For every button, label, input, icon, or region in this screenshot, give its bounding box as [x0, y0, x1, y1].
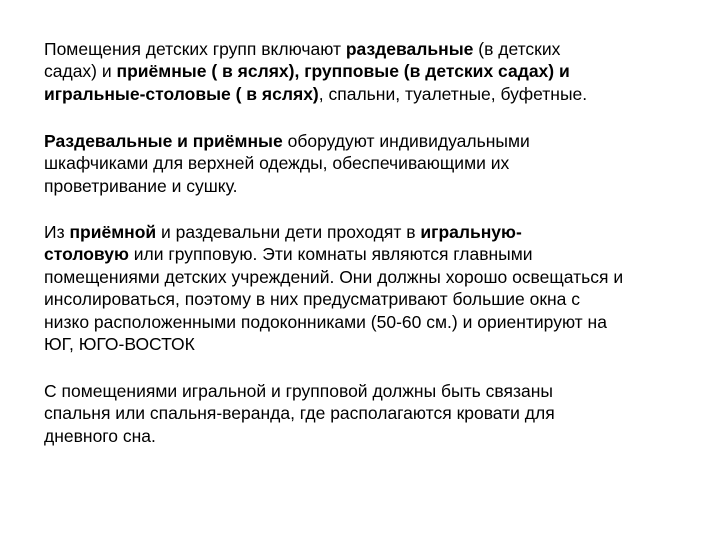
paragraph-playroom-dining: [44, 221, 684, 355]
text-line: [44, 221, 684, 243]
paragraph-group-rooms: [44, 38, 684, 105]
text-segment: спальня или спальня-веранда, где располагаются кровати для: [44, 403, 555, 424]
text-line: [44, 243, 684, 265]
text-segment: ЮГ, ЮГО-ВОСТОК: [44, 334, 195, 355]
text-line: [44, 266, 684, 288]
text-segment: , спальни, туалетные, буфетные.: [318, 83, 588, 104]
text-segment: инсолироваться, поэтому в них предусматривают большие окна с: [44, 289, 581, 310]
text-segment: помещениями детских учреждений. Они должны хорошо освещаться и: [44, 266, 624, 287]
paragraph-bedroom: [44, 380, 684, 447]
text-line: [44, 83, 684, 105]
bold-text-segment: приёмной: [69, 222, 157, 242]
text-line: [44, 402, 684, 424]
bold-text-segment: Раздевальные и приёмные: [44, 131, 283, 151]
bold-text-segment: столовую: [44, 244, 129, 265]
paragraph-cloakroom-lockers: [44, 130, 684, 197]
text-segment: оборудуют индивидуальными: [282, 131, 530, 151]
text-line: [44, 380, 684, 402]
text-segment: проветривание и сушку.: [44, 175, 238, 196]
text-line: [44, 288, 684, 310]
text-segment: шкафчиками для верхней одежды, обеспечивающими их: [44, 153, 510, 174]
text-segment: низко расположенными подоконниками (50-60 см.) и ориентируют на: [44, 311, 607, 332]
text-segment: Из: [44, 222, 70, 242]
text-segment: или групповую. Эти комнаты являются главными: [128, 244, 533, 265]
bold-text-segment: игральные-столовые ( в яслях): [44, 83, 319, 104]
text-line: [44, 175, 684, 197]
text-segment: садах) и: [44, 61, 117, 82]
text-line: [44, 60, 684, 82]
text-line: [44, 152, 684, 174]
text-segment: Помещения детских групп включают: [44, 39, 346, 59]
bold-text-segment: раздевальные: [345, 39, 474, 59]
text-line: [44, 130, 684, 152]
text-segment: С помещениями игральной и групповой должны быть связаны: [44, 381, 553, 401]
text-segment: дневного сна.: [44, 425, 156, 446]
bold-text-segment: приёмные ( в яслях), групповые (в детских садах) и: [116, 61, 570, 82]
text-segment: (в детских: [473, 39, 561, 59]
text-line: [44, 311, 684, 333]
text-line: [44, 38, 684, 60]
text-line: [44, 333, 684, 355]
bold-text-segment: игральную-: [420, 222, 522, 242]
text-line: [44, 425, 684, 447]
text-segment: и раздевальни дети проходят в: [156, 222, 421, 242]
